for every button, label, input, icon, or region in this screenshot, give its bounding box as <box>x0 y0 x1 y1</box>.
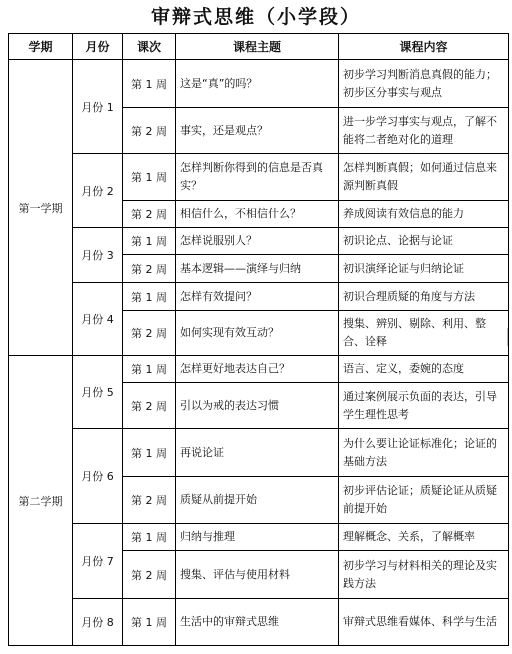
header-topic: 课程主题 <box>176 34 339 60</box>
topic-cell: 基本逻辑——演绎与归纳 <box>176 255 339 283</box>
topic-cell: 怎样判断你得到的信息是否真实？ <box>176 154 339 201</box>
table-row <box>9 429 509 477</box>
month-cell: 月份 5 <box>73 356 123 429</box>
content-cell: 初识合理质疑的角度与方法 <box>339 283 509 311</box>
table-row <box>9 283 509 311</box>
table-row <box>9 599 509 646</box>
month-cell: 月份 1 <box>73 60 123 154</box>
topic-cell: 再说论证 <box>176 429 339 477</box>
table-row <box>9 524 509 551</box>
content-cell: 养成阅读有效信息的能力 <box>339 201 509 228</box>
topic-cell: 事实，还是观点？ <box>176 108 339 154</box>
content-cell: 初步评估论证；质疑论证从质疑前提开始 <box>339 477 509 524</box>
content-cell: 怎样判断真假；如何通过信息来源判断真假 <box>339 154 509 201</box>
week-cell: 第 1 周 <box>123 429 176 477</box>
topic-cell: 这是“真”的吗？ <box>176 60 339 108</box>
header-term: 学期 <box>9 34 73 60</box>
week-cell: 第 1 周 <box>123 524 176 551</box>
week-cell: 第 1 周 <box>123 154 176 201</box>
content-cell: 理解概念、关系，了解概率 <box>339 524 509 551</box>
content-cell: 通过案例展示负面的表达，引导学生理性思考 <box>339 383 509 429</box>
week-cell: 第 1 周 <box>123 60 176 108</box>
week-cell: 第 2 周 <box>123 255 176 283</box>
topic-cell: 质疑从前提开始 <box>176 477 339 524</box>
header-content: 课程内容 <box>339 34 509 60</box>
content-cell: 为什么要让论证标准化；论证的基础方法 <box>339 429 509 477</box>
header-row <box>9 34 509 60</box>
topic-cell: 相信什么，不相信什么？ <box>176 201 339 228</box>
week-cell: 第 1 周 <box>123 356 176 383</box>
table-row <box>9 228 509 255</box>
content-cell: 初步学习与材料相关的理论及实践方法 <box>339 551 509 599</box>
month-cell: 月份 8 <box>73 599 123 646</box>
page-title: 审辩式思维（小学段） <box>150 6 361 28</box>
scroll-edge-marker <box>507 328 512 346</box>
header-month: 月份 <box>73 34 123 60</box>
topic-cell: 归纳与推理 <box>176 524 339 551</box>
table-row <box>9 154 509 201</box>
term-cell: 第二学期 <box>9 356 73 646</box>
month-cell: 月份 3 <box>73 228 123 283</box>
content-cell: 初识论点、论据与论证 <box>339 228 509 255</box>
week-cell: 第 2 周 <box>123 311 176 356</box>
header-lesson: 课次 <box>123 34 176 60</box>
topic-cell: 生活中的审辩式思维 <box>176 599 339 646</box>
month-cell: 月份 7 <box>73 524 123 599</box>
content-cell: 审辩式思维看媒体、科学与生活 <box>339 599 509 646</box>
content-cell: 初步学习判断消息真假的能力；初步区分事实与观点 <box>339 60 509 108</box>
week-cell: 第 1 周 <box>123 283 176 311</box>
term-cell: 第一学期 <box>9 60 73 356</box>
topic-cell: 引以为戒的表达习惯 <box>176 383 339 429</box>
table-row <box>9 356 509 383</box>
week-cell: 第 2 周 <box>123 383 176 429</box>
topic-cell: 怎样有效提问？ <box>176 283 339 311</box>
month-cell: 月份 2 <box>73 154 123 228</box>
content-cell: 语言、定义，委婉的态度 <box>339 356 509 383</box>
table-row <box>9 60 509 108</box>
content-cell: 搜集、辨别、剔除、利用、整合、诠释 <box>339 311 509 356</box>
week-cell: 第 2 周 <box>123 551 176 599</box>
month-cell: 月份 6 <box>73 429 123 524</box>
content-cell: 进一步学习事实与观点，了解不能将二者绝对化的道理 <box>339 108 509 154</box>
week-cell: 第 2 周 <box>123 108 176 154</box>
topic-cell: 怎样更好地表达自己？ <box>176 356 339 383</box>
topic-cell: 怎样说服别人？ <box>176 228 339 255</box>
month-cell: 月份 4 <box>73 283 123 356</box>
topic-cell: 搜集、评估与使用材料 <box>176 551 339 599</box>
content-cell: 初识演绎论证与归纳论证 <box>339 255 509 283</box>
week-cell: 第 1 周 <box>123 228 176 255</box>
week-cell: 第 1 周 <box>123 599 176 646</box>
topic-cell: 如何实现有效互动？ <box>176 311 339 356</box>
course-table <box>8 33 509 646</box>
week-cell: 第 2 周 <box>123 201 176 228</box>
week-cell: 第 2 周 <box>123 477 176 524</box>
